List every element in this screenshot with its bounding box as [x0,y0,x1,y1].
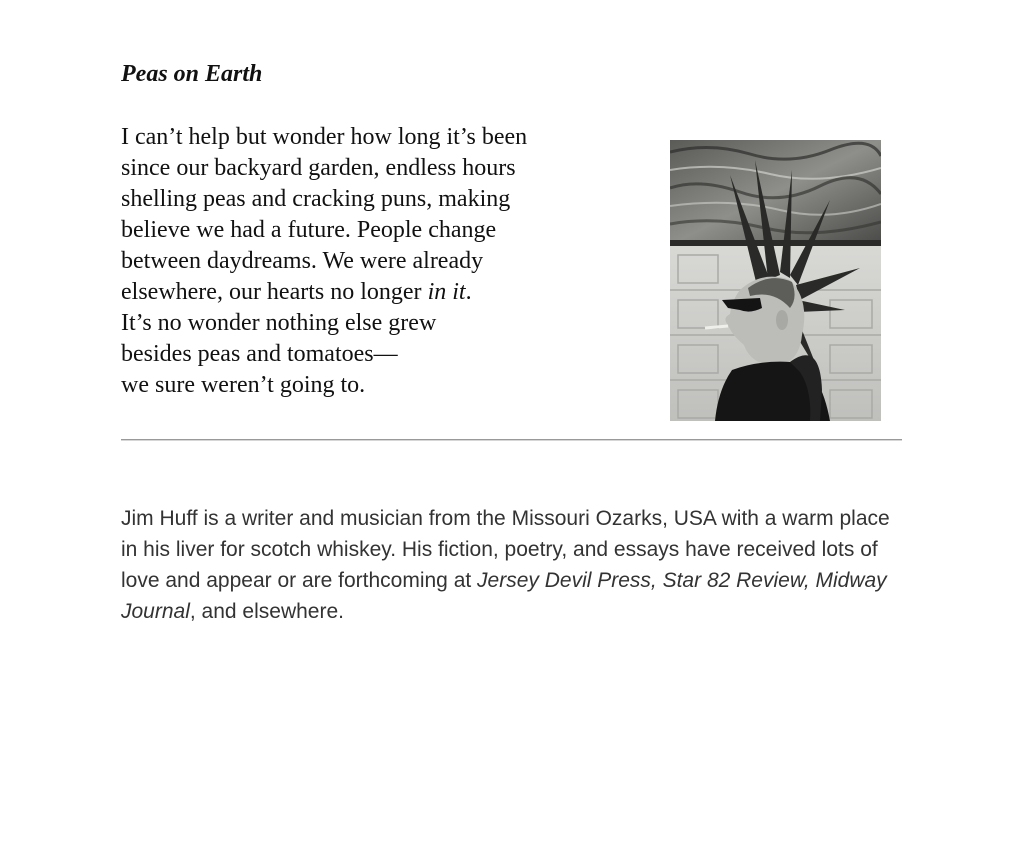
poem-line [121,277,641,308]
poem-line: I can’t help but wonder how long it’s been [121,124,528,150]
author-photo [670,140,881,421]
poem-line: besides peas and tomatoes— [121,341,398,367]
poem-line-emphasis: in it [427,279,466,305]
poem-title: Peas on Earth [121,61,263,87]
poem-body [121,122,641,401]
bio-text: Jim Huff is a writer and musician from the Missouri Ozarks, USA with a warm place in his liver for scotch whiskey. His fiction, poetry, and essays have received lots of love and appear or are forthcoming at [121,507,890,592]
poem-line: shelling peas and cracking puns, making [121,186,511,212]
author-bio [121,503,902,627]
poem-line: since our backyard garden, endless hours [121,155,516,181]
poem-section [121,122,902,404]
bio-publications: Jersey Devil Press, Star 82 Review, Midway Journal [121,569,887,623]
poem-line: between daydreams. We were already [121,248,484,274]
poem-line-text: elsewhere, our hearts no longer [121,279,428,305]
bio-text-end: , and elsewhere. [189,600,344,623]
poem-line: we sure weren’t going to. [121,372,366,398]
poem-line-text: . [465,279,472,305]
poem-line: It’s no wonder nothing else grew [121,310,437,336]
author-portrait-icon [670,140,881,421]
poem-line: believe we had a future. People change [121,217,497,243]
section-divider [121,439,902,441]
content-page [121,58,902,623]
